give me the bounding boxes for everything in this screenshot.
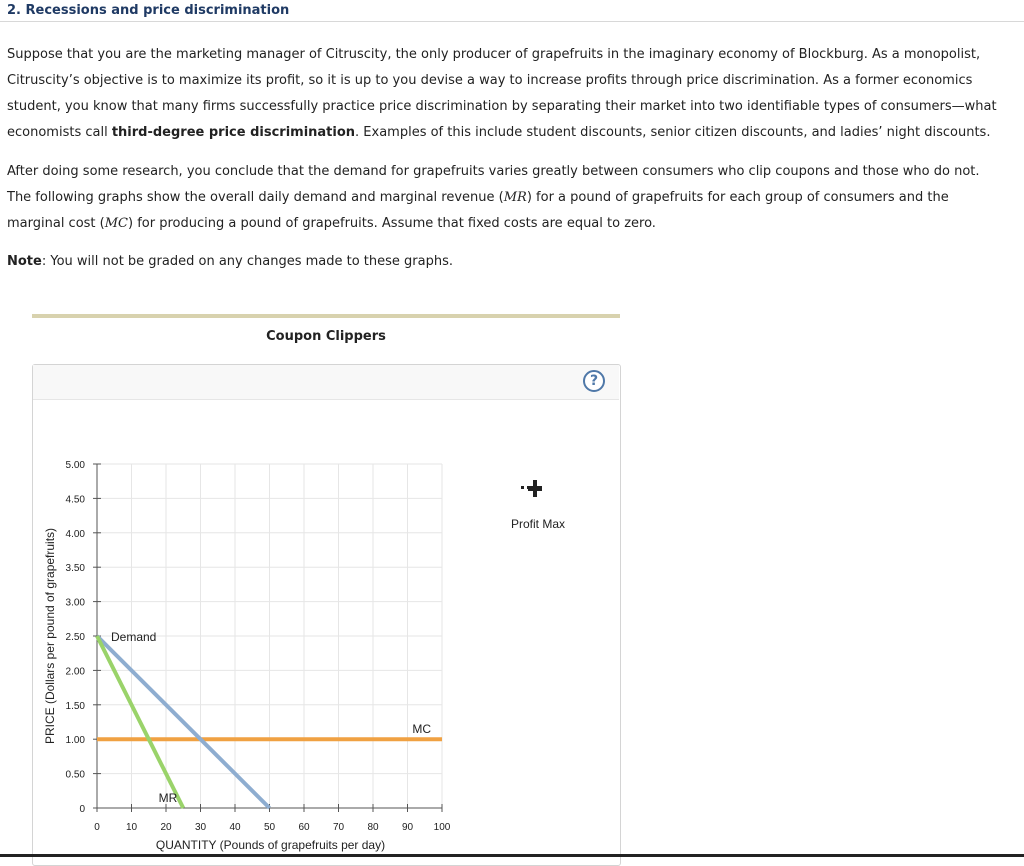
graph-title: Coupon Clippers xyxy=(266,329,386,344)
x-tick-label: 60 xyxy=(298,822,310,833)
y-tick-label: 2.50 xyxy=(65,632,85,643)
intro-term-bold: third-degree price discrimination xyxy=(111,125,356,140)
x-tick-label: 30 xyxy=(194,822,207,833)
x-axis-title: QUANTITY (Pounds of grapefruits per day) xyxy=(155,838,386,852)
y-tick-label: 4.50 xyxy=(65,494,85,506)
y-tick-label: 0 xyxy=(79,804,85,815)
x-tick-label: 0 xyxy=(94,822,100,833)
x-tick-label: 80 xyxy=(367,822,379,833)
x-tick-label: 100 xyxy=(433,822,451,833)
y-axis-title: PRICE (Dollars per pound of grapefruits) xyxy=(43,527,57,745)
intro-text-2a: After doing some research, you conclude that the demand for grapefruits varies greatly between consumers who clip coupons and those who do not. The following graphs show the overall daily demand and marginal revenue ( xyxy=(7,164,980,205)
question-title: 2. Recessions and price discrimination xyxy=(7,3,290,18)
help-button[interactable]: ? xyxy=(583,370,605,392)
y-tick-label: 5.00 xyxy=(65,460,85,471)
y-tick-label: 4.00 xyxy=(65,528,85,540)
note-text: : You will not be graded on any changes made to these graphs. xyxy=(41,254,453,269)
y-tick-label: 3.00 xyxy=(65,597,85,609)
intro-mr-symbol: MR xyxy=(503,190,527,205)
intro-text-2b: ) for a pound of grapefruits for each group of consumers and the marginal cost ( xyxy=(7,190,949,231)
mr-curve[interactable] xyxy=(97,636,183,808)
profit-max-tool[interactable] xyxy=(498,474,578,534)
intro-text-2c: ) for producing a pound of grapefruits. Assume that fixed costs are equal to zero. xyxy=(128,216,656,231)
y-tick-label: 1.00 xyxy=(65,735,85,747)
demand-curve[interactable] xyxy=(97,636,270,808)
profit-max-icon[interactable] xyxy=(498,474,578,514)
x-tick-label: 90 xyxy=(401,822,414,833)
y-tick-label: 2.00 xyxy=(65,666,85,678)
mr-label: MR xyxy=(158,791,178,805)
x-tick-label: 50 xyxy=(263,822,276,833)
intro-mc-symbol: MC xyxy=(104,216,129,231)
x-tick-label: 70 xyxy=(332,822,345,833)
chart-labels xyxy=(43,460,451,852)
mc-label: MC xyxy=(412,722,431,737)
intro-text-1a: Suppose that you are the marketing manager of Citruscity, the only producer of grapefruits in the imaginary economy of Blockburg. As a monopolist, Citruscity’s objective is to maximize its profit, so it is up to you devise a way to increase profits through price discrimination. As a former economics student, you know that many firms successfully practice price discrimination by separating their market into two identifiable types of consumers—what economists call xyxy=(7,47,997,140)
y-tick-label: 3.50 xyxy=(65,563,85,575)
demand-label: Demand xyxy=(111,630,157,644)
note-label: Note xyxy=(7,254,42,269)
intro-text-1b: . Examples of this include student discounts, senior citizen discounts, and ladies’ night discounts. xyxy=(355,125,991,140)
x-tick-label: 40 xyxy=(229,822,241,833)
x-tick-label: 20 xyxy=(160,822,172,833)
y-tick-label: 0.50 xyxy=(65,769,85,781)
y-tick-label: 1.50 xyxy=(65,700,85,712)
x-tick-label: 10 xyxy=(125,822,138,833)
profit-max-label: Profit Max xyxy=(510,517,565,531)
